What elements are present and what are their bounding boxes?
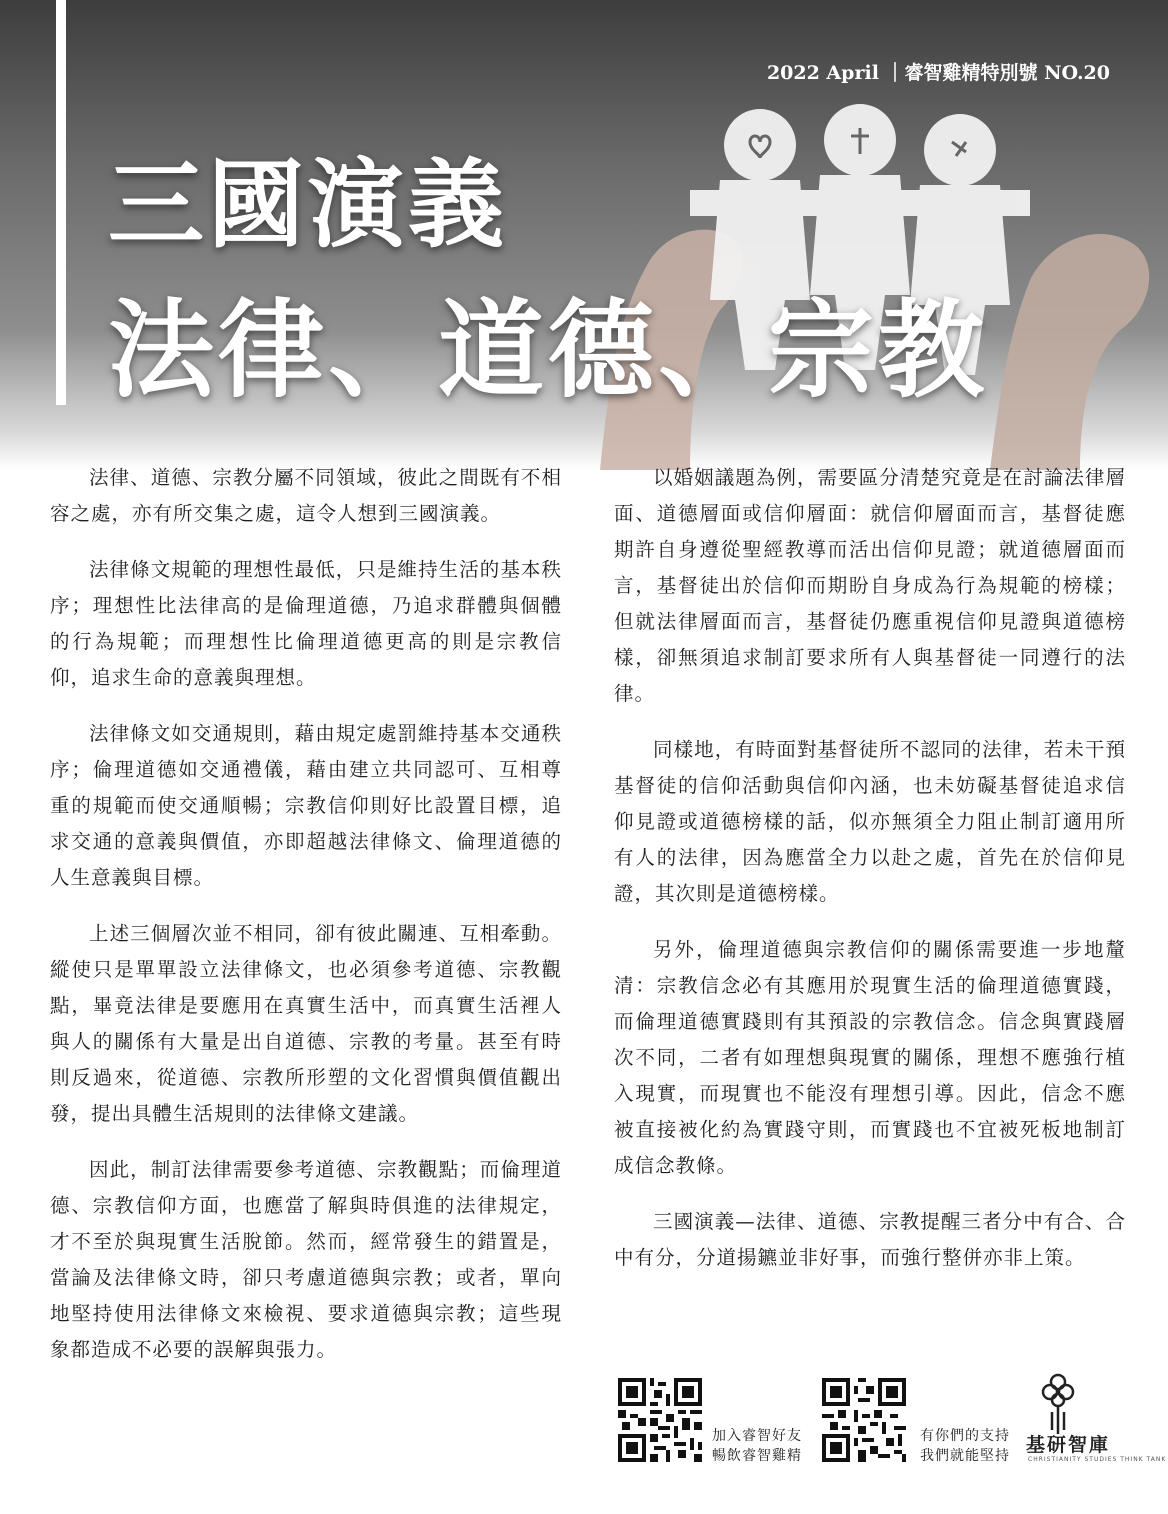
right-column [614, 460, 1126, 1296]
paragraph: 法律條文如交通規則，藉由規定處罰維持基本交通秩序；倫理道德如交通禮儀，藉由建立共同認可、互相尊重的規範而使交通順暢；宗教信仰則好比設置目標，追求交通的意義與價值，亦即超越法律條文、倫理道德的人生意義與目標。 [50, 722, 562, 889]
page-title: 三國演義 [108, 148, 508, 261]
footer [614, 1372, 1167, 1472]
qr-caption [712, 1426, 802, 1466]
qr-caption-line: 暢飲睿智雞精 [712, 1448, 802, 1464]
qr-caption-line: 有你們的支持 [920, 1428, 1010, 1444]
qr-code-icon[interactable] [618, 1378, 702, 1462]
paragraph: 因此，制訂法律需要參考道德、宗教觀點；而倫理道德、宗教信仰方面，也應當了解與時俱進的法律規定，才不至於與現實生活脫節。然而，經常發生的錯置是，當論及法律條文時，卻只考慮道德與宗教；或者，單向地堅持使用法律條文來檢視、要求道德與宗教；這些現象都造成不必要的誤解與張力。 [50, 1158, 562, 1361]
qr-caption-line: 加入睿智好友 [712, 1428, 802, 1444]
paragraph: 以婚姻議題為例，需要區分清楚究竟是在討論法律層面、道德層面或信仰層面：就信仰層面而言，基督徒應期許自身遵從聖經教導而活出信仰見證；就道德層面而言，基督徒出於信仰而期盼自身成為行為規範的榜樣；但就法律層面而言，基督徒仍應重視信仰見證與道德榜樣，卻無須追求制訂要求所有人與基督徒一同遵行的法律。 [614, 466, 1126, 705]
page-subtitle: 法律、道德、宗教 [108, 287, 988, 412]
paragraph: 同樣地，有時面對基督徒所不認同的法律，若未干預基督徒的信仰活動與信仰內涵，也未妨礙基督徒追求信仰見證或道德榜樣的話，似亦無須全力阻止制訂適用所有人的法律，因為應當全力以赴之處，首先在於信仰見證，其次則是道德榜樣。 [614, 738, 1126, 905]
title-accent-bar [56, 0, 66, 405]
logo [1026, 1372, 1167, 1468]
paragraph: 另外，倫理道德與宗教信仰的關係需要進一步地釐清：宗教信念必有其應用於現實生活的倫理道德實踐，而倫理道德實踐則有其預設的宗教信念。信念與實踐層次不同，二者有如理想與現實的關係，理想不應強行植入現實，而現實也不能沒有理想引導。因此，信念不應被直接被化約為實踐守則，而實踐也不宜被死板地制訂成信念教條。 [614, 938, 1126, 1177]
qr-caption-line: 我們就能堅持 [920, 1448, 1010, 1464]
left-column [50, 460, 562, 1388]
paragraph: 三國演義—法律、道德、宗教提醒三者分中有合、合中有分，分道揚鑣並非好事，而強行整併亦非上策。 [614, 1210, 1126, 1269]
qr-caption [920, 1426, 1010, 1466]
knot-logo-icon [1038, 1372, 1078, 1434]
paragraph: 法律、道德、宗教分屬不同領域，彼此之間既有不相容之處，亦有所交集之處，這令人想到三國演義。 [50, 466, 562, 525]
qr-code-icon[interactable] [822, 1378, 906, 1462]
paragraph: 上述三個層次並不相同，卻有彼此關連、互相牽動。縱使只是單單設立法律條文，也必須參考道德、宗教觀點，畢竟法律是要應用在真實生活中，而真實生活裡人與人的關係有大量是出自道德、宗教的考量。甚至有時則反過來，從道德、宗教所形塑的文化習慣與價值觀出發，提出具體生活規則的法律條文建議。 [50, 922, 562, 1125]
paragraph: 法律條文規範的理想性最低，只是維持生活的基本秩序；理想性比法律高的是倫理道德，乃追求群體與個體的行為規範；而理想性比倫理道德更高的則是宗教信仰，追求生命的意義與理想。 [50, 558, 562, 689]
logo-subtitle: CHRISTIANITY STUDIES THINK TANK [1028, 1456, 1167, 1463]
issue-line: 2022 April ｜睿智雞精特別號 NO.20 [766, 62, 1110, 84]
logo-name: 基研智庫 [1026, 1434, 1111, 1456]
